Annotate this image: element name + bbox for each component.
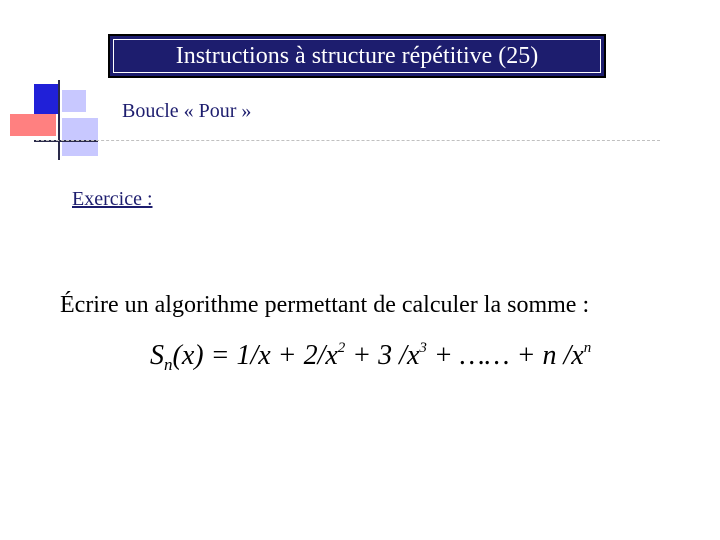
deco-block-lavender-lower: [62, 118, 98, 156]
slide-title: Instructions à structure répétitive (25): [113, 39, 601, 73]
slide-subtitle: Boucle « Pour »: [122, 100, 252, 122]
formula-s: S: [150, 340, 164, 371]
exercise-statement: Écrire un algorithme permettant de calculer la somme :: [60, 292, 590, 318]
formula-exp-n: n: [583, 340, 592, 356]
formula-exp-2: 2: [337, 340, 346, 356]
formula-lhs: (x) = 1/x + 2/x: [172, 340, 338, 371]
slide-title-box: [108, 34, 606, 78]
formula-s-sub: n: [164, 355, 173, 374]
formula-exp-3: 3: [419, 340, 427, 356]
deco-vertical-line: [58, 80, 60, 160]
divider: [36, 140, 660, 141]
section-label: Exercice :: [72, 188, 153, 210]
formula-mid-1: + 3 /x: [345, 340, 420, 371]
deco-block-blue: [34, 84, 60, 114]
formula-mid-2: + …… + n /x: [426, 340, 584, 371]
deco-block-red: [10, 114, 56, 136]
sum-formula: [150, 340, 591, 375]
deco-block-lavender: [62, 90, 86, 112]
